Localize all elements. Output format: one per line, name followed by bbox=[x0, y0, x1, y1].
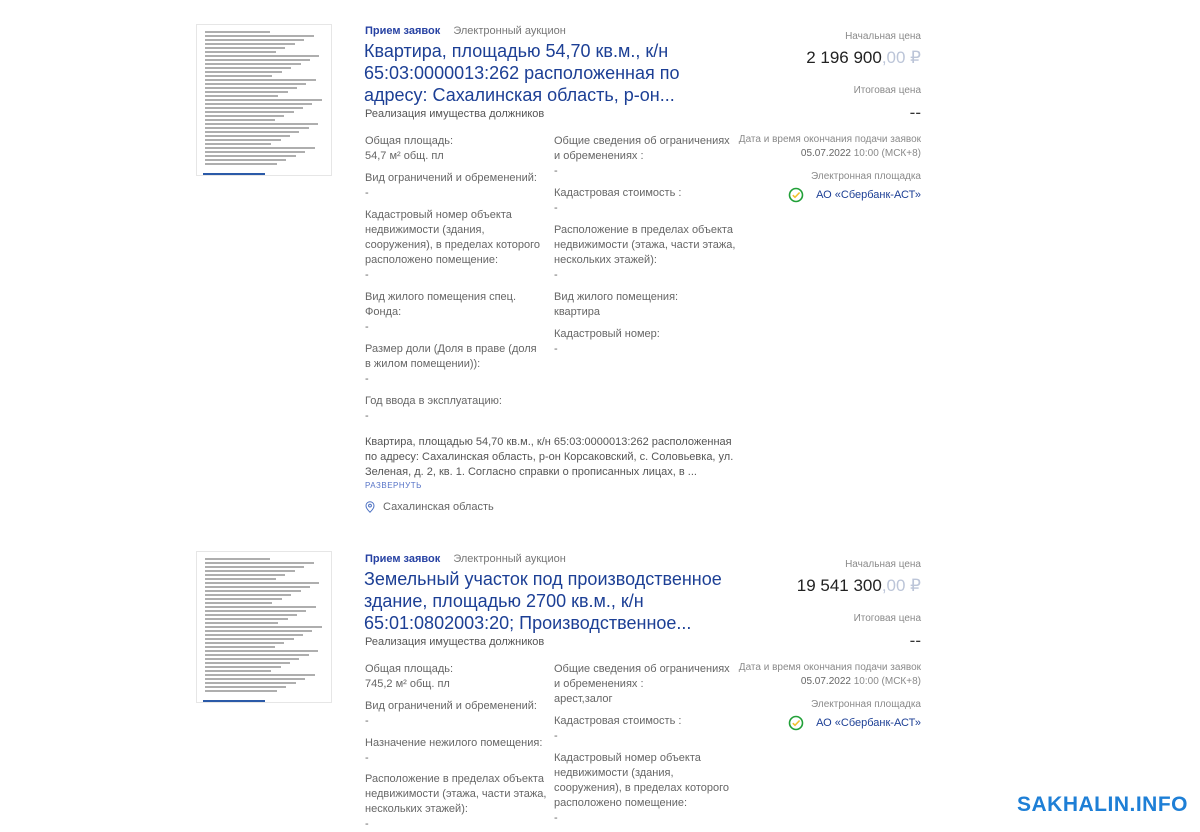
field-cadastral-number bbox=[554, 327, 736, 357]
field-value: 54,7 м² общ. пл bbox=[365, 150, 444, 162]
deadline-label: Дата и время окончания подачи заявок bbox=[738, 662, 921, 673]
thumbnail-line bbox=[205, 155, 296, 157]
document-thumbnail[interactable] bbox=[196, 24, 332, 176]
thumbnail-line bbox=[205, 35, 314, 37]
field-total-area bbox=[365, 134, 545, 164]
field-label: Год ввода в эксплуатацию: bbox=[365, 395, 502, 407]
deadline-time: 10:00 (МСК+8) bbox=[853, 676, 921, 687]
thumbnail-line bbox=[205, 75, 272, 77]
field-label: Расположение в пределах объекта недвижимости (этажа, части этажа, нескольких этажей): bbox=[365, 773, 547, 815]
thumbnail-line bbox=[205, 562, 314, 564]
watermark-logo: SAKHALIN.INFO bbox=[1017, 793, 1188, 816]
field-building-cadastral bbox=[365, 208, 545, 283]
field-label: Кадастровая стоимость : bbox=[554, 187, 682, 199]
field-floor-location bbox=[554, 223, 740, 283]
thumbnail-line bbox=[205, 163, 277, 165]
field-value: - bbox=[554, 269, 558, 281]
thumbnail-line bbox=[205, 602, 272, 604]
thumbnail-line bbox=[205, 43, 295, 45]
field-label: Кадастровый номер: bbox=[554, 328, 660, 340]
field-restrictions-general bbox=[554, 134, 736, 179]
platform-link[interactable] bbox=[739, 187, 921, 203]
thumbnail-indicator bbox=[203, 173, 265, 175]
lot-title-link[interactable]: Квартира, площадью 54,70 кв.м., к/н 65:03:0000013:262 расположенная по адресу: Сахалинская область, р-он... bbox=[364, 41, 680, 105]
thumbnail-line bbox=[205, 658, 299, 660]
field-restriction-type bbox=[365, 171, 545, 201]
deadline-date: 05.07.2022 bbox=[800, 148, 851, 159]
field-label: Кадастровый номер объекта недвижимости (здания, сооружения), в пределах которого расположено помещение: bbox=[554, 752, 729, 809]
field-commission-year bbox=[365, 394, 545, 424]
thumbnail-line bbox=[205, 47, 285, 49]
start-price-value: 2 196 900 bbox=[806, 48, 882, 67]
region bbox=[365, 501, 494, 513]
thumbnail-line bbox=[205, 51, 276, 53]
start-price-label: Начальная цена bbox=[845, 31, 921, 42]
region-name: Сахалинская область bbox=[383, 501, 494, 513]
thumbnail-line bbox=[205, 55, 319, 57]
lot-category: Реализация имущества должников bbox=[365, 108, 545, 120]
field-value: - bbox=[365, 410, 369, 422]
thumbnail-line bbox=[205, 111, 294, 113]
platform-name: АО «Сбербанк-АСТ» bbox=[816, 189, 921, 201]
location-pin-icon bbox=[365, 501, 375, 513]
thumbnail-line bbox=[205, 63, 301, 65]
thumbnail-line bbox=[205, 678, 305, 680]
field-value: - bbox=[365, 269, 369, 281]
thumbnail-line bbox=[205, 670, 271, 672]
field-label: Общая площадь: bbox=[365, 663, 454, 675]
lot-meta bbox=[365, 25, 566, 37]
field-label: Размер доли (Доля в праве (доля в жилом помещении)): bbox=[365, 343, 537, 370]
field-cadastral-value bbox=[554, 186, 736, 216]
thumbnail-line bbox=[205, 127, 309, 129]
field-value: - bbox=[365, 321, 369, 333]
thumbnail-line bbox=[205, 115, 284, 117]
thumbnail-line bbox=[205, 686, 286, 688]
field-value: - bbox=[365, 752, 369, 764]
thumbnail-line bbox=[205, 582, 319, 584]
start-price bbox=[739, 576, 921, 596]
thumbnail-line bbox=[205, 586, 310, 588]
deadline bbox=[739, 148, 921, 159]
thumbnail-line bbox=[205, 135, 290, 137]
field-value: - bbox=[365, 373, 369, 385]
start-price-value: 19 541 300 bbox=[796, 576, 882, 595]
auction-type: Электронный аукцион bbox=[453, 553, 566, 565]
thumbnail-line bbox=[205, 638, 294, 640]
deadline bbox=[739, 676, 921, 687]
field-label: Общая площадь: bbox=[365, 135, 454, 147]
field-value: - bbox=[554, 165, 558, 177]
thumbnail-indicator bbox=[203, 700, 265, 702]
thumbnail-line bbox=[205, 666, 281, 668]
platform-name: АО «Сбербанк-АСТ» bbox=[816, 717, 921, 729]
thumbnail-line bbox=[205, 642, 284, 644]
expand-link[interactable]: РАЗВЕРНУТЬ bbox=[365, 481, 422, 490]
field-label: Общие сведения об ограничениях и обременениях : bbox=[554, 663, 730, 690]
status-badge: Прием заявок bbox=[365, 553, 441, 565]
thumbnail-line bbox=[205, 558, 270, 560]
deadline-time: 10:00 (МСК+8) bbox=[853, 148, 921, 159]
field-value: - bbox=[554, 343, 558, 355]
thumbnail-line bbox=[205, 31, 270, 33]
field-value: 745,2 м² общ. пл bbox=[365, 678, 450, 690]
thumbnail-line bbox=[205, 83, 306, 85]
lot-description: Квартира, площадью 54,70 кв.м., к/н 65:03:0000013:262 расположенная по адресу: Сахалинская область, р-он Корсаковский, с. Соловьевка, ул. Зеленая, д. 2, кв. 1. Согласно справки о прописанных лицах, в ... bbox=[365, 436, 734, 478]
field-label: Расположение в пределах объекта недвижимости (этажа, части этажа, нескольких этажей): bbox=[554, 224, 736, 266]
thumbnail-line bbox=[205, 682, 296, 684]
thumbnail-line bbox=[205, 87, 297, 89]
field-label: Назначение нежилого помещения: bbox=[365, 737, 543, 749]
thumbnail-line bbox=[205, 674, 315, 676]
start-price-cents: ,00 ₽ bbox=[881, 576, 921, 595]
thumbnail-line bbox=[205, 662, 290, 664]
thumbnail-line bbox=[205, 606, 316, 608]
thumbnail-line bbox=[205, 646, 275, 648]
thumbnail-line bbox=[205, 139, 281, 141]
thumbnail-line bbox=[205, 614, 297, 616]
thumbnail-line bbox=[205, 610, 306, 612]
platform-label: Электронная площадка bbox=[811, 171, 921, 182]
thumbnail-line bbox=[205, 119, 275, 121]
thumbnail-line bbox=[205, 594, 291, 596]
thumbnail-line bbox=[205, 650, 318, 652]
thumbnail-line bbox=[205, 39, 304, 41]
thumbnail-line bbox=[205, 598, 282, 600]
thumbnail-line bbox=[205, 91, 288, 93]
field-cadastral-value bbox=[554, 714, 736, 744]
final-price-label: Итоговая цена bbox=[853, 85, 921, 96]
field-label: Кадастровая стоимость : bbox=[554, 715, 682, 727]
field-label: Общие сведения об ограничениях и обременениях : bbox=[554, 135, 730, 162]
lot-title-link[interactable]: Земельный участок под производственное здание, площадью 2700 кв.м., к/н 65:01:0802003:20; Производственное... bbox=[364, 569, 722, 633]
deadline-date: 05.07.2022 bbox=[800, 676, 851, 687]
lot-category: Реализация имущества должников bbox=[365, 636, 545, 648]
thumbnail-line bbox=[205, 574, 285, 576]
thumbnail-line bbox=[205, 103, 312, 105]
final-price-label: Итоговая цена bbox=[853, 613, 921, 624]
field-building-cadastral bbox=[554, 751, 736, 826]
field-floor-location bbox=[365, 772, 549, 832]
thumbnail-text-lines bbox=[205, 31, 323, 169]
thumbnail-line bbox=[205, 59, 310, 61]
final-price: -- bbox=[909, 103, 921, 122]
document-thumbnail[interactable] bbox=[196, 551, 332, 703]
thumbnail-line bbox=[205, 578, 276, 580]
thumbnail-line bbox=[205, 566, 304, 568]
field-value: - bbox=[554, 730, 558, 742]
deadline-label: Дата и время окончания подачи заявок bbox=[738, 134, 921, 145]
field-value: - bbox=[365, 818, 369, 830]
price-panel bbox=[739, 559, 921, 731]
start-price-cents: ,00 ₽ bbox=[881, 48, 921, 67]
thumbnail-line bbox=[205, 618, 288, 620]
thumbnail-line bbox=[205, 67, 291, 69]
thumbnail-line bbox=[205, 622, 278, 624]
thumbnail-line bbox=[205, 107, 303, 109]
price-panel bbox=[739, 31, 921, 203]
field-restriction-type bbox=[365, 699, 545, 729]
thumbnail-line bbox=[205, 143, 271, 145]
field-value: - bbox=[554, 202, 558, 214]
field-value: - bbox=[554, 812, 558, 824]
final-price: -- bbox=[909, 631, 921, 650]
field-nonresidential-purpose bbox=[365, 736, 547, 766]
thumbnail-line bbox=[205, 654, 309, 656]
sber-logo-icon bbox=[788, 715, 804, 731]
sber-logo-icon bbox=[788, 187, 804, 203]
field-value: - bbox=[365, 187, 369, 199]
platform-label: Электронная площадка bbox=[811, 699, 921, 710]
thumbnail-line bbox=[205, 634, 303, 636]
platform-link[interactable] bbox=[739, 715, 921, 731]
thumbnail-line bbox=[205, 590, 301, 592]
thumbnail-line bbox=[205, 626, 322, 628]
thumbnail-line bbox=[205, 570, 295, 572]
start-price-label: Начальная цена bbox=[845, 559, 921, 570]
thumbnail-line bbox=[205, 159, 286, 161]
auction-type: Электронный аукцион bbox=[453, 25, 566, 37]
field-dwelling-type bbox=[554, 290, 736, 320]
field-value: - bbox=[365, 715, 369, 727]
field-label: Вид жилого помещения: bbox=[554, 291, 679, 303]
lot-meta bbox=[365, 553, 566, 565]
thumbnail-line bbox=[205, 151, 305, 153]
field-share-size bbox=[365, 342, 545, 387]
field-label: Вид ограничений и обременений: bbox=[365, 700, 537, 712]
field-restrictions-general bbox=[554, 662, 736, 707]
field-value: арест,залог bbox=[554, 693, 613, 705]
thumbnail-line bbox=[205, 690, 277, 692]
field-total-area bbox=[365, 662, 545, 692]
thumbnail-line bbox=[205, 123, 318, 125]
start-price bbox=[739, 48, 921, 68]
field-value: квартира bbox=[554, 306, 600, 318]
thumbnail-line bbox=[205, 147, 315, 149]
status-badge: Прием заявок bbox=[365, 25, 441, 37]
thumbnail-line bbox=[205, 630, 312, 632]
thumbnail-text-lines bbox=[205, 558, 323, 696]
field-label: Вид жилого помещения спец. Фонда: bbox=[365, 291, 517, 318]
field-label: Кадастровый номер объекта недвижимости (здания, сооружения), в пределах которого расположено помещение: bbox=[365, 209, 540, 266]
thumbnail-line bbox=[205, 99, 322, 101]
thumbnail-line bbox=[205, 71, 282, 73]
thumbnail-line bbox=[205, 131, 299, 133]
field-label: Вид ограничений и обременений: bbox=[365, 172, 537, 184]
thumbnail-line bbox=[205, 79, 316, 81]
thumbnail-line bbox=[205, 95, 278, 97]
field-special-fund bbox=[365, 290, 525, 335]
